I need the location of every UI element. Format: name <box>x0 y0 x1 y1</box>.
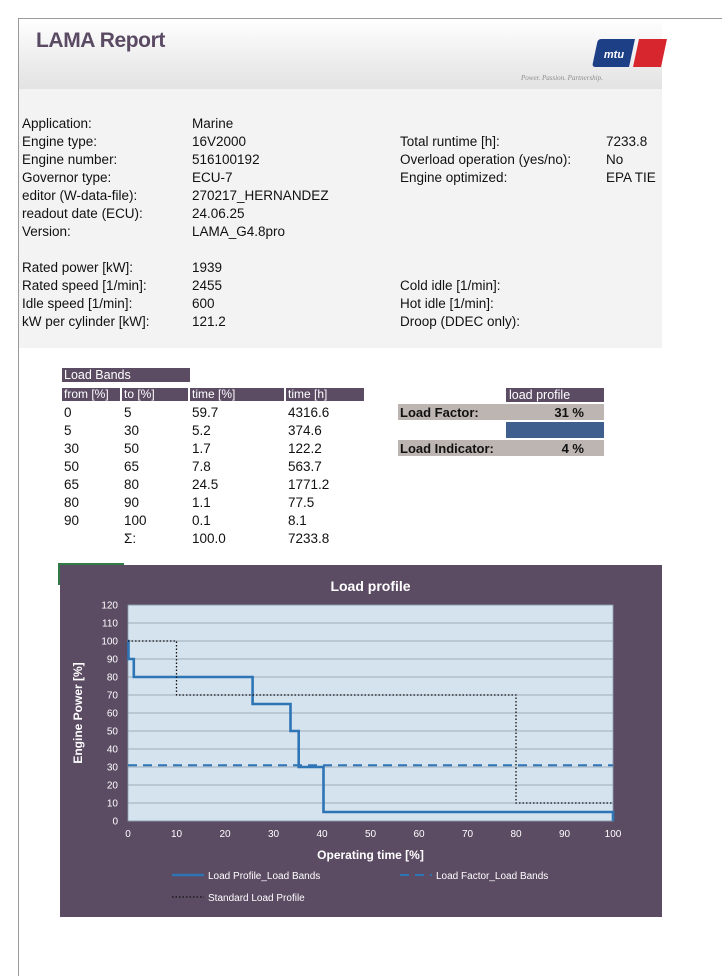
info-label: Version: <box>22 224 71 239</box>
table-cell: 30 <box>124 423 140 438</box>
info-label: Hot idle [1/min]: <box>400 296 494 311</box>
table-cell: 1.1 <box>192 495 211 510</box>
info-value: No <box>606 152 624 167</box>
chart-svg <box>60 565 662 917</box>
table-cell: 30 <box>64 441 80 456</box>
table-cell: 80 <box>64 495 80 510</box>
table-cell: 1.7 <box>192 441 211 456</box>
info-label: editor (W-data-file): <box>22 188 138 203</box>
table-cell: 7.8 <box>192 459 211 474</box>
y-tick-label: 110 <box>102 618 118 630</box>
table-cell: 374.6 <box>288 423 322 438</box>
y-axis-label: Engine Power [%] <box>71 662 85 764</box>
load-profile-header: load profile <box>506 388 604 402</box>
table-cell: 5 <box>64 423 72 438</box>
table-cell: 122.2 <box>288 441 322 456</box>
table-cell: 1771.2 <box>288 477 330 492</box>
load-profile-chart <box>60 565 662 917</box>
engine-info-panel <box>19 89 662 348</box>
table-cell: 77.5 <box>288 495 315 510</box>
info-label: Idle speed [1/min]: <box>22 296 133 311</box>
table-cell: 65 <box>124 459 140 474</box>
y-tick-label: 10 <box>106 798 118 810</box>
info-label: Engine number: <box>22 152 118 167</box>
load-profile-accent-bar <box>506 422 604 438</box>
chart-title: Load profile <box>330 578 411 594</box>
load-factor-label: Load Factor: <box>400 405 479 420</box>
legend-label: Standard Load Profile <box>208 893 305 904</box>
info-label: Droop (DDEC only): <box>400 314 521 329</box>
table-cell: 90 <box>124 495 140 510</box>
info-value: 600 <box>192 296 215 311</box>
info-value: 516100192 <box>192 152 260 167</box>
table-cell: 4316.6 <box>288 405 330 420</box>
load-factor-value: 31 % <box>554 405 584 420</box>
info-label: Governor type: <box>22 170 112 185</box>
table-cell: 65 <box>64 477 80 492</box>
info-label: Engine type: <box>22 134 98 149</box>
table-cell: 100 <box>124 513 147 528</box>
table-cell: 8.1 <box>288 513 307 528</box>
y-tick-label: 80 <box>106 672 118 684</box>
info-value: 16V2000 <box>192 134 247 149</box>
info-label: Total runtime [h]: <box>400 134 500 149</box>
info-label: Rated power [kW]: <box>22 260 134 275</box>
x-tick-label: 70 <box>461 829 474 840</box>
table-sum-pct: 100.0 <box>192 531 226 546</box>
x-tick-label: 60 <box>413 829 425 840</box>
table-cell: 59.7 <box>192 405 219 420</box>
mtu-logo <box>595 39 662 67</box>
table-header-from: from [%] <box>62 388 120 401</box>
info-value: 270217_HERNANDEZ <box>192 188 329 203</box>
load-factor-bar <box>398 404 604 420</box>
x-tick-label: 50 <box>364 829 377 840</box>
x-tick-label: 90 <box>558 829 571 840</box>
x-tick-label: 80 <box>510 829 522 840</box>
x-tick-label: 10 <box>170 829 183 840</box>
table-cell: 5 <box>124 405 132 420</box>
info-value: 7233.8 <box>606 134 648 149</box>
logo-text: mtu <box>603 49 625 61</box>
y-tick-label: 100 <box>101 636 118 648</box>
load-bands-title: Load Bands <box>62 368 190 382</box>
y-tick-label: 50 <box>106 726 118 738</box>
info-value: EPA TIE <box>606 170 656 185</box>
table-cell: 24.5 <box>192 477 219 492</box>
y-tick-label: 60 <box>106 708 118 720</box>
y-tick-label: 70 <box>106 690 118 702</box>
info-value: Marine <box>192 116 234 131</box>
logo-tagline: Power. Passion. Partnership. <box>521 74 603 82</box>
info-value: ECU-7 <box>192 170 233 185</box>
table-cell: 50 <box>64 459 80 474</box>
y-tick-label: 20 <box>106 780 118 792</box>
info-value: 2455 <box>192 278 223 293</box>
y-tick-label: 40 <box>106 744 118 756</box>
table-cell: 5.2 <box>192 423 211 438</box>
table-cell: 0 <box>64 405 72 420</box>
info-value: 24.06.25 <box>192 206 245 221</box>
x-tick-label: 30 <box>267 829 280 840</box>
y-tick-label: 30 <box>106 762 118 774</box>
report-header <box>19 19 662 89</box>
info-value: LAMA_G4.8pro <box>192 224 286 239</box>
y-tick-label: 120 <box>101 600 118 612</box>
x-tick-label: 20 <box>219 829 231 840</box>
table-cell: 0.1 <box>192 513 211 528</box>
table-sum-h: 7233.8 <box>288 531 330 546</box>
info-label: kW per cylinder [kW]: <box>22 314 150 329</box>
info-label: Rated speed [1/min]: <box>22 278 147 293</box>
table-sum-label: Σ: <box>124 531 137 546</box>
table-cell: 90 <box>64 513 80 528</box>
table-cell: 563.7 <box>288 459 322 474</box>
x-tick-label: 40 <box>316 829 328 840</box>
y-tick-label: 90 <box>106 654 118 666</box>
x-axis-label: Operating time [%] <box>317 848 424 862</box>
table-header-to: to [%] <box>122 388 188 401</box>
load-indicator-label: Load Indicator: <box>400 441 494 456</box>
report-title: LAMA Report <box>36 29 165 52</box>
x-tick-label: 0 <box>125 829 131 840</box>
info-label: Cold idle [1/min]: <box>400 278 501 293</box>
x-tick-label: 100 <box>604 829 622 840</box>
info-label: Application: <box>22 116 92 131</box>
table-cell: 80 <box>124 477 140 492</box>
logo-red-block <box>633 39 667 67</box>
legend-label: Load Profile_Load Bands <box>208 871 321 882</box>
info-label: Engine optimized: <box>400 170 508 185</box>
y-tick-label: 0 <box>112 816 118 828</box>
table-cell: 50 <box>124 441 140 456</box>
table-header-time-pct: time [%] <box>190 388 284 401</box>
info-label: readout date (ECU): <box>22 206 143 221</box>
info-label: Overload operation (yes/no): <box>400 152 572 167</box>
table-header-time-h: time [h] <box>286 388 364 401</box>
load-indicator-bar <box>398 440 604 456</box>
info-value: 121.2 <box>192 314 226 329</box>
info-value: 1939 <box>192 260 223 275</box>
load-indicator-value: 4 % <box>561 441 584 456</box>
legend-label: Load Factor_Load Bands <box>436 871 549 882</box>
